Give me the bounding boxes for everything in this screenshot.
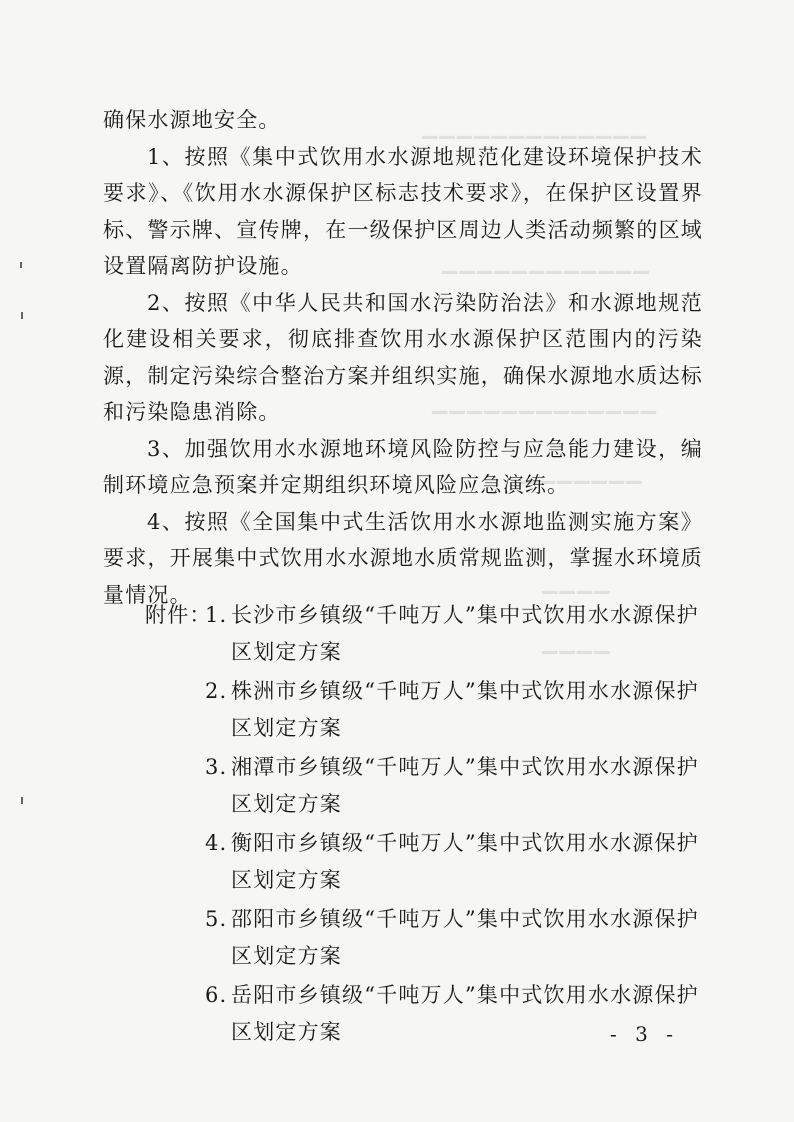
scan-mark [21, 797, 23, 804]
paragraph-item-2: 2、按照《中华人民共和国水污染防治法》和水源地规范化建设相关要求，彻底排查饮用水水源保护区范围内的污染源，制定污染综合整治方案并组织实施，确保水源地水质达标和污染隐患消除。 [103, 290, 703, 424]
bleed-through-mark: ▁▁▁▁▁▁▁ [520, 460, 642, 484]
scan-mark [20, 262, 22, 268]
scan-mark [21, 312, 23, 319]
attachment-title: 邵阳市乡镇级“千吨万人”集中式饮用水水源保护区划定方案 [231, 907, 699, 968]
attachment-item [205, 901, 705, 974]
attachment-number: 1. [205, 603, 228, 627]
attachment-item [205, 749, 705, 822]
attachments-list [205, 597, 705, 1053]
attachment-item [205, 825, 705, 898]
bleed-through-mark: ▁▁▁▁▁▁▁▁▁▁▁▁▁ [430, 390, 656, 414]
bleed-through-mark: ▁▁▁▁ [540, 570, 610, 594]
attachment-title: 衡阳市乡镇级“千吨万人”集中式饮用水水源保护区划定方案 [231, 831, 699, 892]
attachment-item [205, 597, 705, 670]
attachment-title: 株洲市乡镇级“千吨万人”集中式饮用水水源保护区划定方案 [231, 679, 699, 740]
attachment-title: 岳阳市乡镇级“千吨万人”集中式饮用水水源保护区划定方案 [231, 983, 699, 1044]
attachment-title: 湘潭市乡镇级“千吨万人”集中式饮用水水源保护区划定方案 [231, 755, 699, 816]
attachments-label: 附件： [145, 603, 212, 627]
page-number: - 3 - [610, 1022, 679, 1046]
attachment-title: 长沙市乡镇级“千吨万人”集中式饮用水水源保护区划定方案 [231, 603, 699, 664]
attachment-number: 2. [205, 679, 228, 703]
bleed-through-mark: ▁▁▁▁▁▁▁▁▁▁▁▁ [440, 250, 649, 274]
bleed-through-mark: ▁▁▁▁▁▁▁▁▁▁▁▁▁ [420, 115, 646, 139]
paragraph-intro: 确保水源地安全。 [103, 108, 281, 132]
body-text [103, 102, 703, 613]
attachment-number: 6. [205, 983, 228, 1007]
attachment-item [205, 673, 705, 746]
attachment-number: 4. [205, 831, 228, 855]
paragraph-item-3: 3、加强饮用水水源地环境风险防控与应急能力建设，编制环境应急预案并定期组织环境风险应急演练。 [103, 436, 703, 497]
paragraph-item-4: 4、按照《全国集中式生活饮用水水源地监测实施方案》要求，开展集中式饮用水水源地水质常规监测，掌握水环境质量情况。 [103, 509, 703, 607]
attachment-number: 3. [205, 755, 228, 779]
paragraph-item-1: 1、按照《集中式饮用水水源地规范化建设环境保护技术要求》、《饮用水水源保护区标志技术要求》，在保护区设置界标、警示牌、宣传牌，在一级保护区周边人类活动频繁的区域设置隔离防护设施。 [103, 144, 703, 278]
attachment-number: 5. [205, 907, 228, 931]
bleed-through-mark: ▁▁▁▁ [540, 630, 610, 654]
